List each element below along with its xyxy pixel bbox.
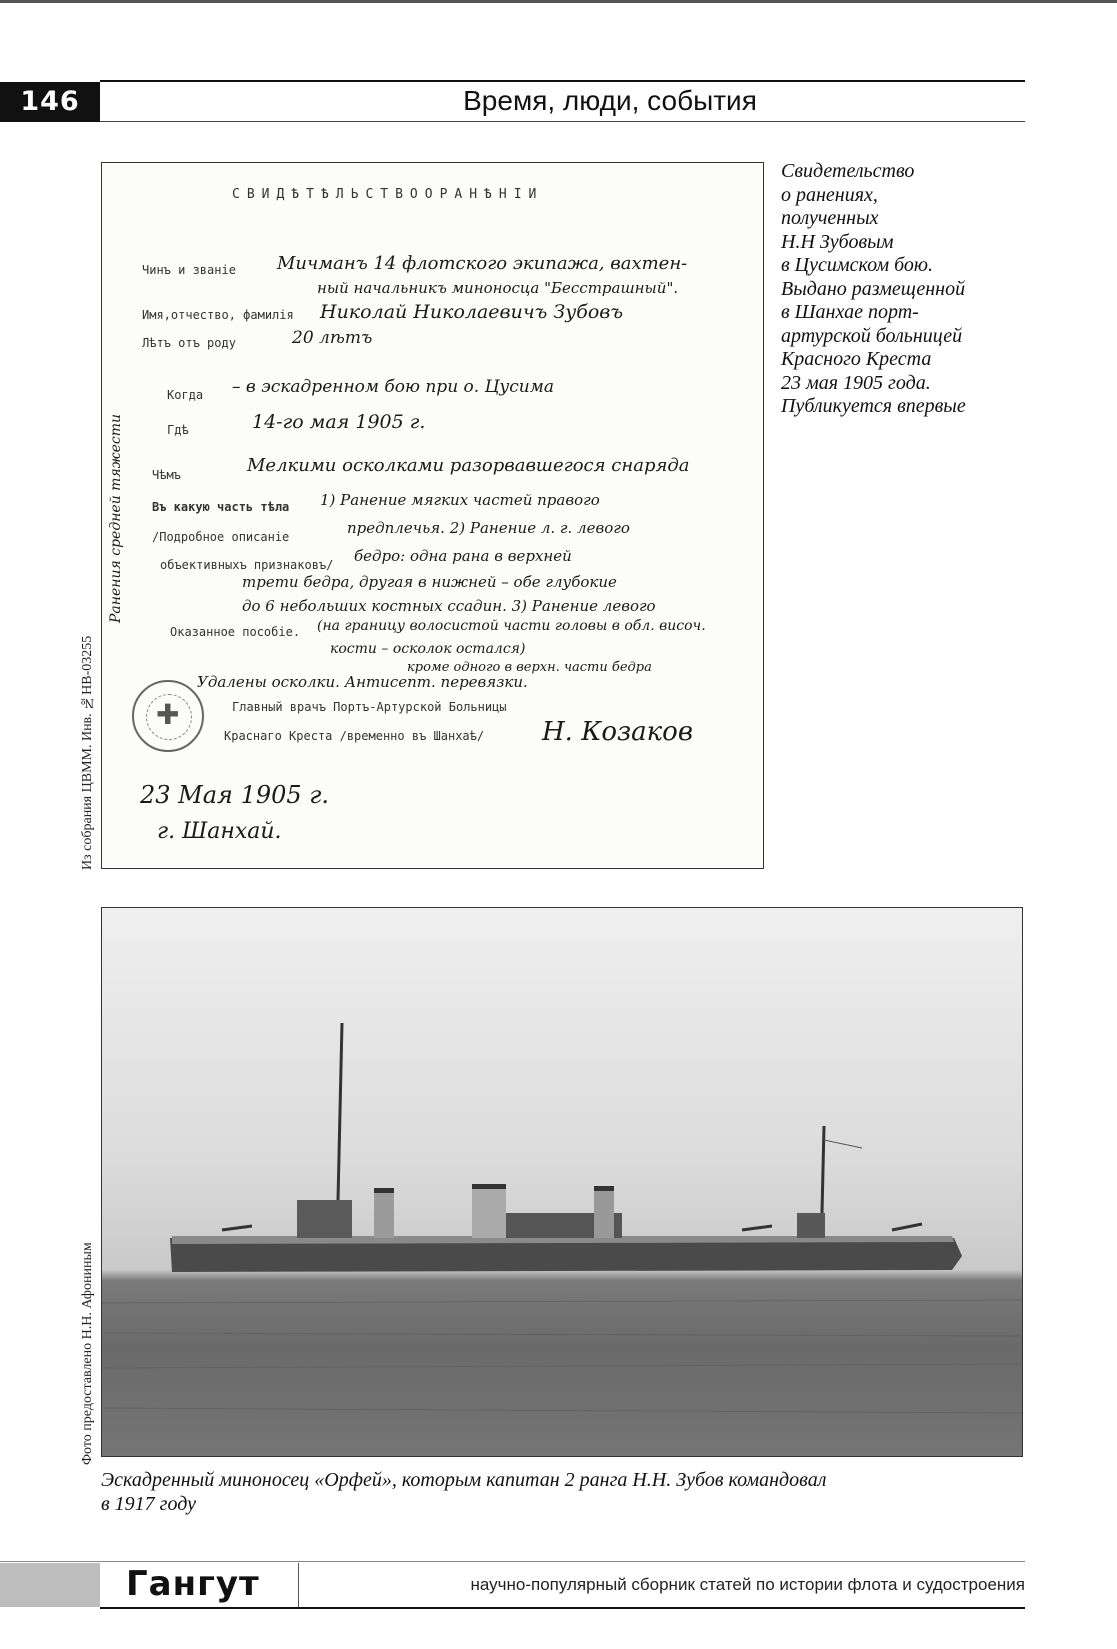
photo-caption-line-1: Эскадренный миноносец «Орфей», которым капитан 2 ранга Н.Н. Зубов командовал (101, 1469, 827, 1491)
hospital-stamp (132, 680, 204, 752)
description-label: /Подробное описанiе (152, 530, 290, 544)
objective-value: бедро: одна рана в верхней (354, 547, 572, 565)
destroyer-photo (101, 907, 1023, 1457)
rank-value-2: ный начальникъ миноносца "Бесстрашный". (317, 279, 679, 297)
objective-value-2: трети бедра, другая в нижней – обе глубокие (242, 573, 617, 591)
caption-line: полученных (781, 207, 879, 229)
magazine-tagline: научно-популярный сборник статей по истории флота и судостроения (470, 1575, 1025, 1594)
section-title: Время, люди, события (463, 85, 757, 116)
page-top-edge (0, 0, 1117, 3)
where-label: Гдѣ (167, 423, 189, 437)
caption-line: артурской больницей (781, 324, 963, 347)
age-label: Лѣтъ отъ роду (142, 336, 236, 350)
signatory-line-2: Краснаго Креста /временно въ Шанхаѣ/ (224, 729, 485, 743)
caption-line: Выдано размещенной (781, 277, 966, 300)
issue-date: 23 Мая 1905 г. (140, 781, 330, 809)
red-cross-icon: ✚ (156, 698, 180, 731)
body-part-value: 1) Ранение мягких частей правого (320, 491, 600, 509)
margin-note: Ранения средней тяжести (108, 413, 124, 623)
photo-caption (101, 1468, 1001, 1516)
wound-certificate-scan (101, 162, 764, 869)
removed-value: Удалены осколки. Антисепт. перевязки. (197, 673, 528, 691)
doctor-signature: Н. Козаков (542, 717, 693, 747)
age-value: 20 лѣтъ (292, 328, 373, 348)
certificate-title: СВИДѢТѢЛЬСТВООРАНѢНIИ (232, 187, 544, 202)
rank-label: Чинъ и званiе (142, 263, 236, 277)
body-part-label: Въ какую часть тѣла (152, 500, 290, 514)
footer-accent-block (0, 1563, 100, 1607)
where-value: 14-го мая 1905 г. (252, 411, 426, 433)
help-value-2: кости – осколок остался) (330, 641, 526, 657)
caption-line: 23 мая 1905 года. (781, 371, 931, 394)
caption-line: о ранениях, (781, 183, 878, 206)
signatory-line-1: Главный врачъ Портъ-Артурской Больницы (232, 700, 507, 714)
footer-underline (100, 1607, 1025, 1609)
page-number: 146 (0, 82, 100, 122)
when-label: Когда (167, 388, 204, 402)
destroyer-silhouette (102, 908, 1023, 1457)
objective-label: объективныхъ признаковъ/ (160, 558, 334, 572)
header-underline (100, 121, 1025, 122)
description-value: предплечья. 2) Ранение л. г. левого (347, 519, 630, 537)
name-value: Николай Николаевичъ Зубовъ (320, 301, 623, 323)
caption-line: Н.Н Зубовым (781, 230, 894, 253)
photo-source-credit: Фото предоставлено Н.Н. Афониным (80, 1242, 95, 1465)
caption-line: в Шанхае порт- (781, 301, 919, 323)
when-value: – в эскадренном бою при о. Цусима (232, 377, 554, 397)
name-label: Имя,отчество, фамилiя (142, 308, 294, 322)
certificate-caption (781, 160, 1011, 419)
help-label: Оказанное пособiе. (170, 625, 301, 639)
photo-caption-line-2: в 1917 году (101, 1493, 196, 1515)
help-value-3: кроме одного в верхн. части бедра (407, 660, 652, 675)
footer-divider (298, 1563, 299, 1607)
objective-value-3: до 6 небольших костных ссадин. 3) Ранение левого (242, 597, 656, 615)
caption-line: Красного Креста (781, 348, 932, 370)
caption-line: в Цусимском бою. (781, 254, 934, 276)
caption-line: Свидетельство (781, 160, 915, 182)
by-what-label: Чѣмъ (152, 468, 181, 482)
issue-place: г. Шанхай. (157, 819, 282, 844)
magazine-logo: Гангут (126, 1564, 260, 1604)
rank-value: Мичманъ 14 флотского экипажа, вахтен- (277, 253, 688, 274)
caption-line: Публикуется впервые (781, 395, 966, 417)
document-source-credit: Из собрания ЦВММ. Инв. №НВ-03255 (80, 635, 95, 870)
by-what-value: Мелкими осколками разорвавшегося снаряда (247, 455, 690, 476)
help-value: (на границу волосистой части головы в обл. височ. (317, 618, 706, 634)
